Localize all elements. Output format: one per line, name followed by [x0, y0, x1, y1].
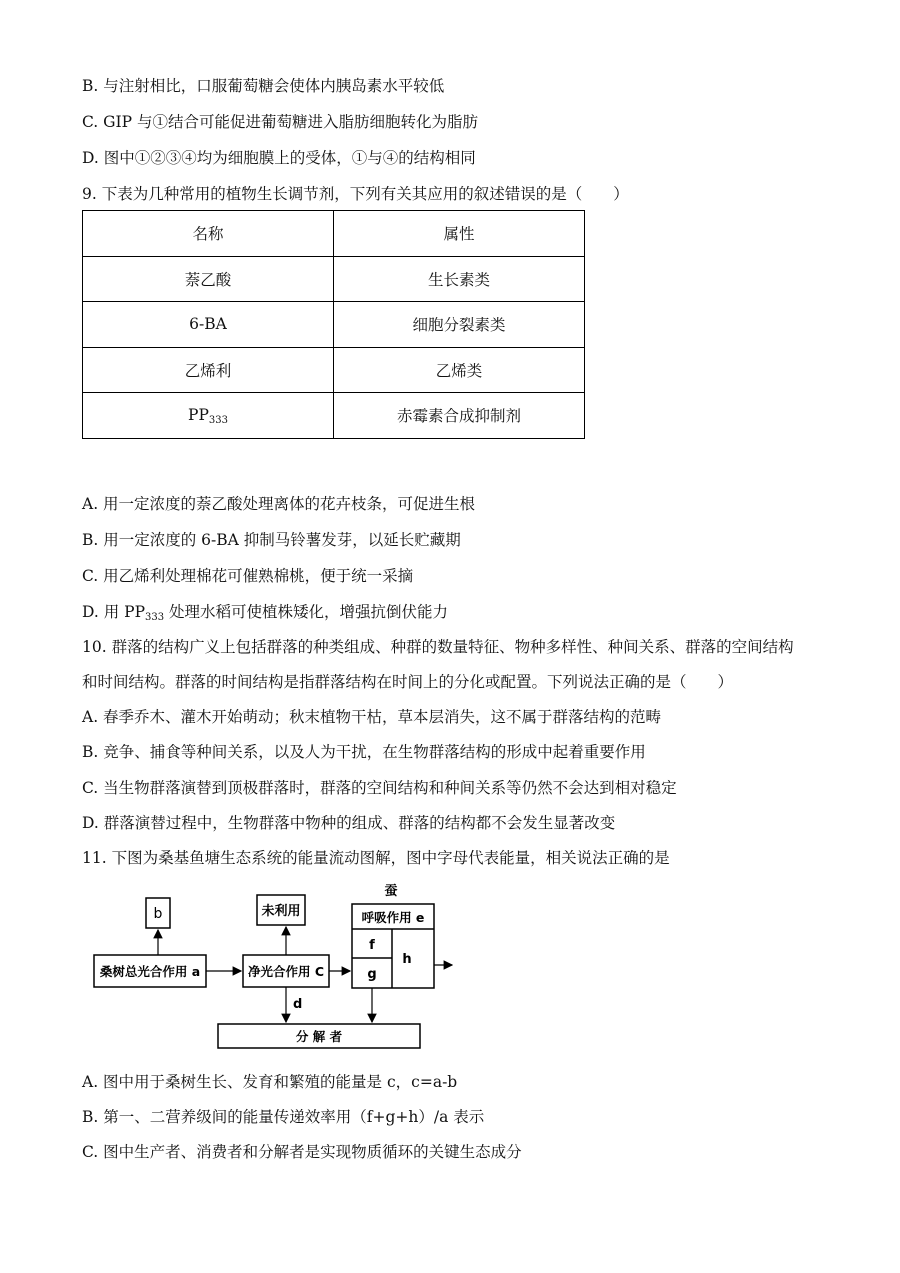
q9d-post: 处理水稻可使植株矮化，增强抗倒伏能力	[164, 603, 449, 621]
q11-stem: 11. 下图为桑基鱼塘生态系统的能量流动图解，图中字母代表能量，相关说法正确的是	[82, 849, 670, 867]
label-h: h	[402, 952, 412, 967]
q11-option-c: C. 图中生产者、消费者和分解者是实现物质循环的关键生态成分	[82, 1143, 522, 1161]
table-row	[83, 256, 585, 302]
table-header-attr: 属性	[334, 211, 585, 257]
q9-option-c: C. 用乙烯利处理棉花可催熟棉桃，便于统一采摘	[82, 567, 414, 585]
pp-subscript: 333	[208, 415, 228, 427]
regulator-table	[82, 210, 585, 439]
table-row	[83, 302, 585, 348]
q10-option-c: C. 当生物群落演替到顶极群落时，群落的空间结构和种间关系等仍然不会达到相对稳定	[82, 779, 677, 797]
table-header-row	[83, 211, 585, 257]
q10-stem-line-1: 10. 群落的结构广义上包括群落的种类组成、种群的数量特征、物种多样性、种间关系、群落的空间结构	[82, 638, 794, 656]
q11-option-a: A. 图中用于桑树生长、发育和繁殖的能量是 c，c=a-b	[82, 1073, 458, 1091]
label-unused: 未利用	[261, 904, 301, 919]
table-cell-name: 6-BA	[83, 302, 334, 348]
q11-option-b: B. 第一、二营养级间的能量传递效率用（f+g+h）/a 表示	[82, 1108, 485, 1126]
q9d-pre: D. 用 PP	[82, 603, 146, 621]
q9-option-d	[82, 602, 448, 622]
label-g: g	[367, 967, 377, 982]
q9d-subscript: 333	[145, 612, 165, 623]
table-cell-name: 萘乙酸	[83, 256, 334, 302]
q10-stem-line-2: 和时间结构。群落的时间结构是指群落结构在时间上的分化或配置。下列说法正确的是（ ）	[82, 673, 734, 691]
label-b: b	[153, 906, 163, 922]
table-header-name: 名称	[83, 211, 334, 257]
label-respiration: 呼吸作用 e	[361, 910, 425, 925]
pp-text: PP	[188, 406, 209, 425]
label-mulberry: 桑树总光合作用 a	[99, 964, 201, 979]
table-cell-attr: 细胞分裂素类	[334, 302, 585, 348]
q8-option-d: D. 图中①②③④均为细胞膜上的受体，①与④的结构相同	[82, 149, 476, 167]
q9-stem: 9. 下表为几种常用的植物生长调节剂，下列有关其应用的叙述错误的是（ ）	[82, 185, 629, 203]
label-f: f	[369, 938, 375, 953]
table-cell-name	[83, 393, 334, 439]
table-cell-attr: 乙烯类	[334, 347, 585, 393]
table-cell-name: 乙烯利	[83, 347, 334, 393]
q9-option-a: A. 用一定浓度的萘乙酸处理离体的花卉枝条，可促进生根	[82, 495, 476, 513]
label-silkworm: 蚕	[384, 884, 398, 899]
label-net: 净光合作用 C	[247, 964, 325, 979]
label-d: d	[293, 997, 303, 1012]
table-cell-attr: 生长素类	[334, 256, 585, 302]
table-cell-attr: 赤霉素合成抑制剂	[334, 393, 585, 439]
q10-option-a: A. 春季乔木、灌木开始萌动；秋末植物干枯，草本层消失，这不属于群落结构的范畴	[82, 708, 662, 726]
q10-option-d: D. 群落演替过程中，生物群落中物种的组成、群落的结构都不会发生显著改变	[82, 814, 616, 832]
energy-flow-diagram	[80, 882, 480, 1052]
table-row	[83, 393, 585, 439]
q10-option-b: B. 竞争、捕食等种间关系，以及人为干扰，在生物群落结构的形成中起着重要作用	[82, 743, 646, 761]
table-row	[83, 347, 585, 393]
q9-option-b: B. 用一定浓度的 6-BA 抑制马铃薯发芽，以延长贮藏期	[82, 531, 461, 549]
label-decomposer: 分 解 者	[295, 1029, 343, 1044]
q8-option-c: C. GIP 与①结合可能促进葡萄糖进入脂肪细胞转化为脂肪	[82, 113, 479, 131]
q8-option-b: B. 与注射相比，口服葡萄糖会使体内胰岛素水平较低	[82, 77, 445, 95]
